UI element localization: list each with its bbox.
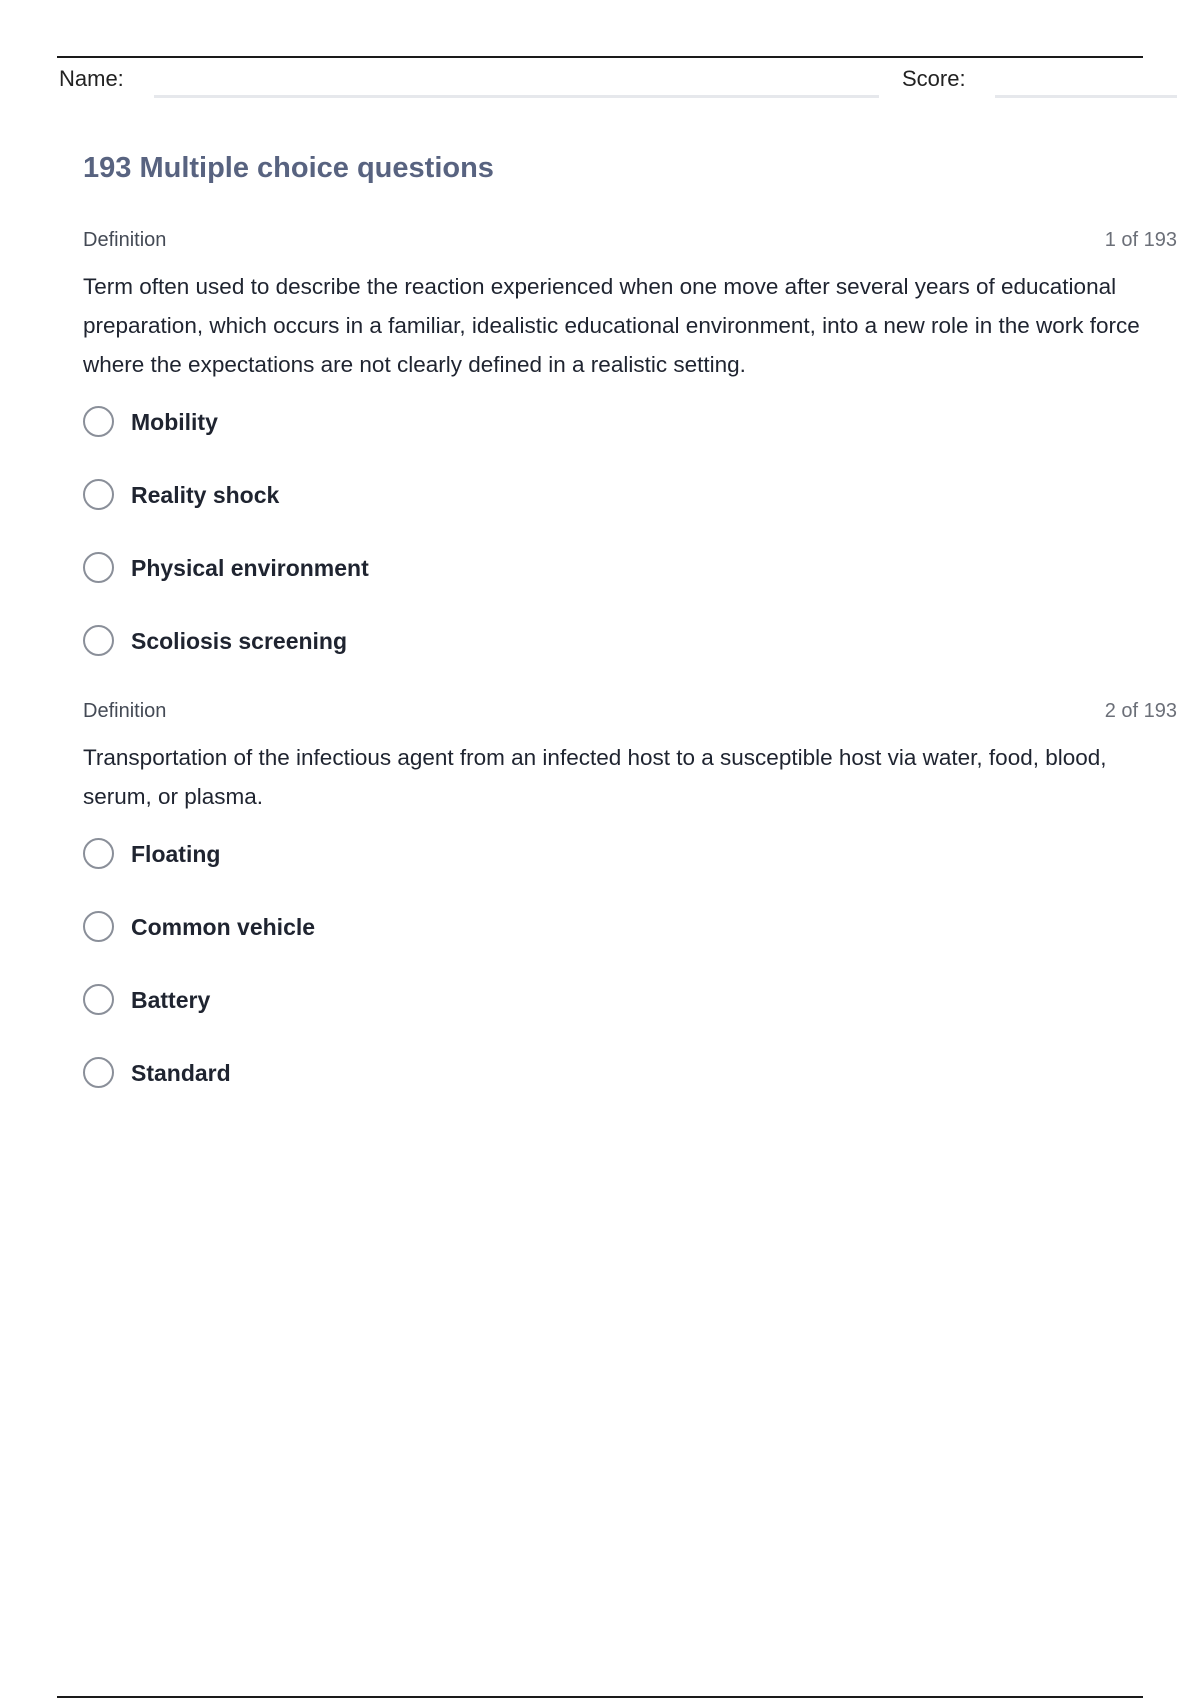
answer-option[interactable]: [83, 479, 1177, 552]
answer-label: Reality shock: [131, 482, 280, 508]
question-text: Transportation of the infectious agent from an infected host to a susceptible host via water, food, blood, serum, or plasma.: [83, 745, 1107, 809]
answer-label: Battery: [131, 987, 211, 1013]
radio-circle-icon[interactable]: [83, 479, 114, 510]
question-type: Definition: [83, 700, 167, 722]
question-type: Definition: [83, 229, 167, 251]
question-text: Term often used to describe the reaction experienced when one move after several years of educational preparation, which occurs in a familiar, idealistic educational environment, into a new role in the work force where the expectations are not clearly defined in a realistic setting.: [83, 274, 1140, 377]
score-label: Score:: [902, 66, 966, 91]
answer-label: Common vehicle: [131, 914, 316, 940]
radio-circle-icon[interactable]: [83, 406, 114, 437]
answer-options: [83, 406, 1177, 698]
bottom-rule: [57, 1696, 1143, 1698]
name-field[interactable]: [154, 95, 879, 98]
answer-option[interactable]: [83, 552, 1177, 625]
radio-circle-icon[interactable]: [83, 1057, 114, 1088]
page-title: 193 Multiple choice questions: [83, 152, 494, 184]
question-1: [83, 229, 1177, 698]
radio-circle-icon[interactable]: [83, 552, 114, 583]
question-header: [83, 229, 1177, 255]
question-header: [83, 700, 1177, 726]
radio-circle-icon[interactable]: [83, 911, 114, 942]
answer-label: Scoliosis screening: [131, 628, 348, 654]
answer-option[interactable]: [83, 838, 1177, 911]
answer-option[interactable]: [83, 1057, 1177, 1130]
answer-option[interactable]: [83, 406, 1177, 479]
score-field[interactable]: [995, 95, 1177, 98]
question-counter: 1 of 193: [1104, 229, 1177, 251]
top-rule: [57, 56, 1143, 58]
answer-options: [83, 838, 1177, 1130]
question-counter: 2 of 193: [1104, 700, 1177, 722]
name-label: Name:: [59, 66, 124, 91]
answer-label: Physical environment: [131, 555, 369, 581]
radio-circle-icon[interactable]: [83, 838, 114, 869]
radio-circle-icon[interactable]: [83, 625, 114, 656]
radio-circle-icon[interactable]: [83, 984, 114, 1015]
answer-label: Standard: [131, 1060, 231, 1086]
question-2: [83, 700, 1177, 1130]
answer-option[interactable]: [83, 911, 1177, 984]
answer-option[interactable]: [83, 984, 1177, 1057]
answer-label: Floating: [131, 841, 221, 867]
answer-label: Mobility: [131, 409, 218, 435]
answer-option[interactable]: [83, 625, 1177, 698]
